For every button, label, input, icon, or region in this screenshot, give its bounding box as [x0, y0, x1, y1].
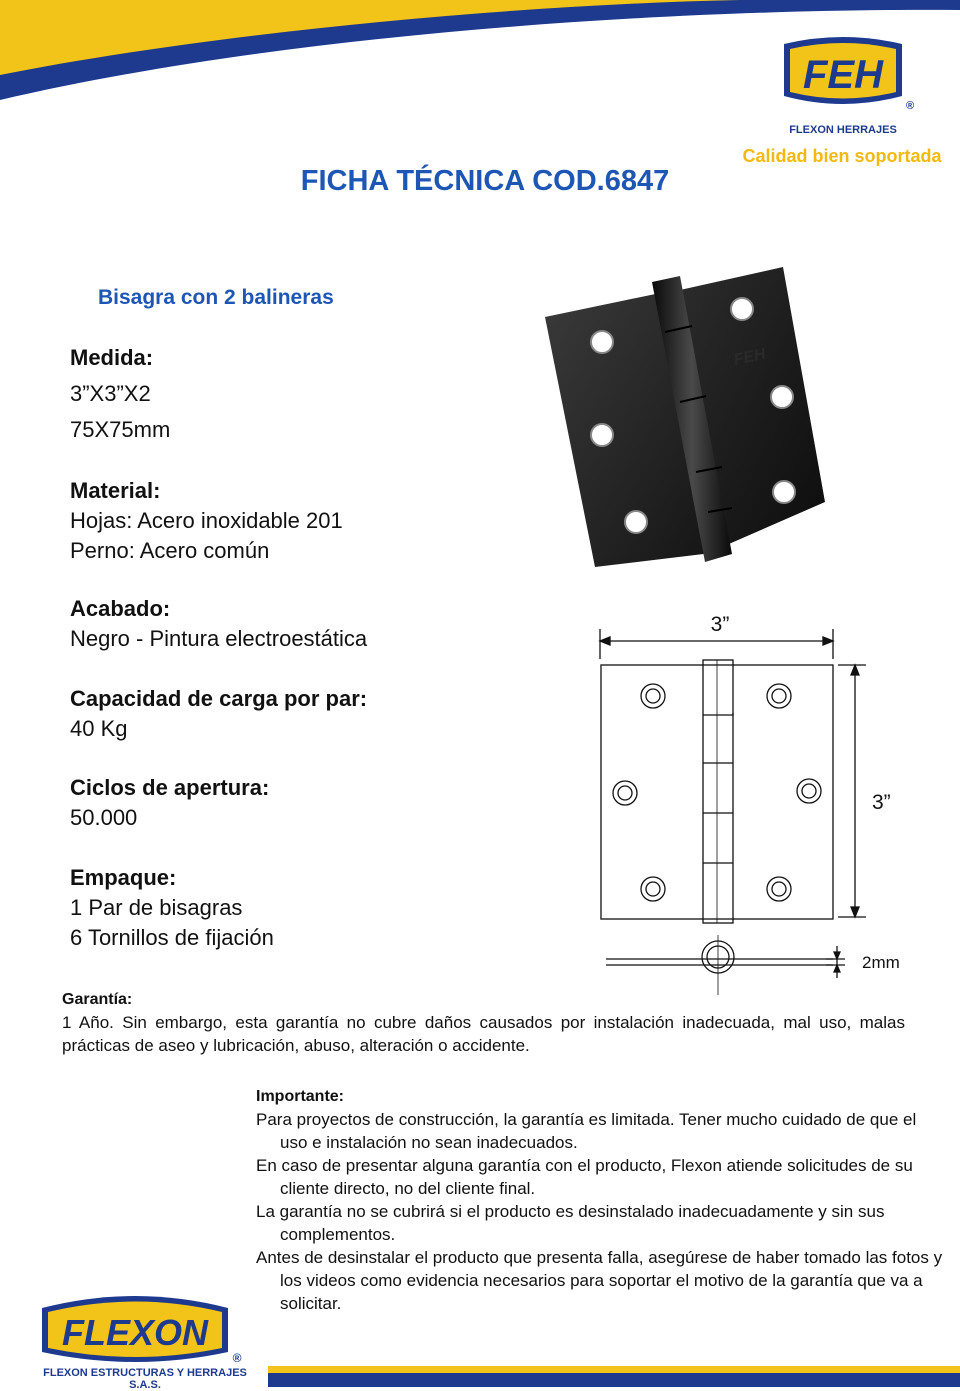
- page-title: FICHA TÉCNICA COD.6847: [300, 165, 670, 197]
- spec-material-label: Material:: [70, 478, 161, 503]
- brand-name: FLEXON HERRAJES: [789, 124, 897, 136]
- flexon-logo-icon: [30, 1290, 260, 1366]
- important-item: Para proyectos de construcción, la garantía es limitada. Tener mucho cuidado de que el uso e instalación no sean inadecuados.: [256, 1110, 917, 1152]
- spec-ciclos: [70, 773, 510, 833]
- important-label: Importante:: [256, 1088, 344, 1105]
- guarantee-text: 1 Año. Sin embargo, esta garantía no cubre daños causados por instalación inadecuada, mal uso, malas prácticas de aseo y lubricación, abuso, alteración o accidente.: [62, 1013, 905, 1055]
- spec-acabado-value: Negro - Pintura electroestática: [70, 626, 368, 651]
- footer-logo: [30, 1290, 260, 1391]
- brand-registered-mark: ®: [906, 100, 915, 112]
- spec-ciclos-value: 50.000: [70, 805, 138, 830]
- spec-capacidad-value: 40 Kg: [70, 716, 128, 741]
- important-item: La garantía no se cubrirá si el producto es desinstalado inadecuadamente y sin sus complementos.: [256, 1202, 885, 1244]
- spec-empaque-value-1: 1 Par de bisagras: [70, 895, 243, 920]
- important-item: En caso de presentar alguna garantía con el producto, Flexon atiende solicitudes de su cliente directo, no del cliente final.: [256, 1156, 913, 1198]
- spec-medida-label: Medida:: [70, 345, 154, 370]
- guarantee-section: [62, 988, 905, 1057]
- spec-empaque: [70, 863, 510, 953]
- spec-acabado-label: Acabado:: [70, 596, 171, 621]
- important-item: Antes de desinstalar el producto que presenta falla, asegúrese de haber tomado las fotos y los videos como evidencia necesarios para soportar el motivo de la garantía que va a solicitar.: [256, 1248, 943, 1313]
- height-dimension-label: 3”: [872, 791, 891, 814]
- feh-logo-icon: [778, 34, 908, 110]
- spec-capacidad: [70, 684, 510, 744]
- svg-text:FEH: FEH: [732, 345, 768, 369]
- dimension-diagram: [590, 605, 920, 1000]
- footer-logo-text: FLEXON: [61, 1312, 209, 1353]
- brand-logo-text: FEH: [803, 53, 883, 97]
- footer-bar: [268, 1366, 960, 1387]
- spec-empaque-value-2: 6 Tornillos de fijación: [70, 925, 274, 950]
- product-subtitle: Bisagra con 2 balineras: [98, 286, 334, 309]
- brand-tagline: Calidad bien soportada: [742, 146, 942, 166]
- brand-logo: [742, 34, 956, 174]
- spec-material-value-1: Hojas: Acero inoxidable 201: [70, 508, 343, 533]
- width-dimension-label: 3”: [710, 613, 730, 636]
- spec-acabado: [70, 594, 510, 654]
- footer-company-name: FLEXON ESTRUCTURAS Y HERRAJES S.A.S.: [43, 1367, 247, 1391]
- spec-medida-value-2: 75X75mm: [70, 417, 171, 442]
- spec-capacidad-label: Capacidad de carga por par:: [70, 686, 368, 711]
- guarantee-label: Garantía:: [62, 991, 133, 1008]
- important-section: [256, 1085, 946, 1315]
- spec-material-value-2: Perno: Acero común: [70, 538, 270, 563]
- spec-medida: [70, 343, 510, 445]
- product-photo-hinge: [540, 262, 830, 572]
- thickness-dimension-label: 2mm: [862, 953, 900, 972]
- spec-material: [70, 476, 510, 566]
- footer-registered-mark: ®: [232, 1351, 242, 1365]
- spec-ciclos-label: Ciclos de apertura:: [70, 775, 270, 800]
- spec-medida-value-1: 3”X3”X2: [70, 381, 151, 406]
- spec-empaque-label: Empaque:: [70, 865, 177, 890]
